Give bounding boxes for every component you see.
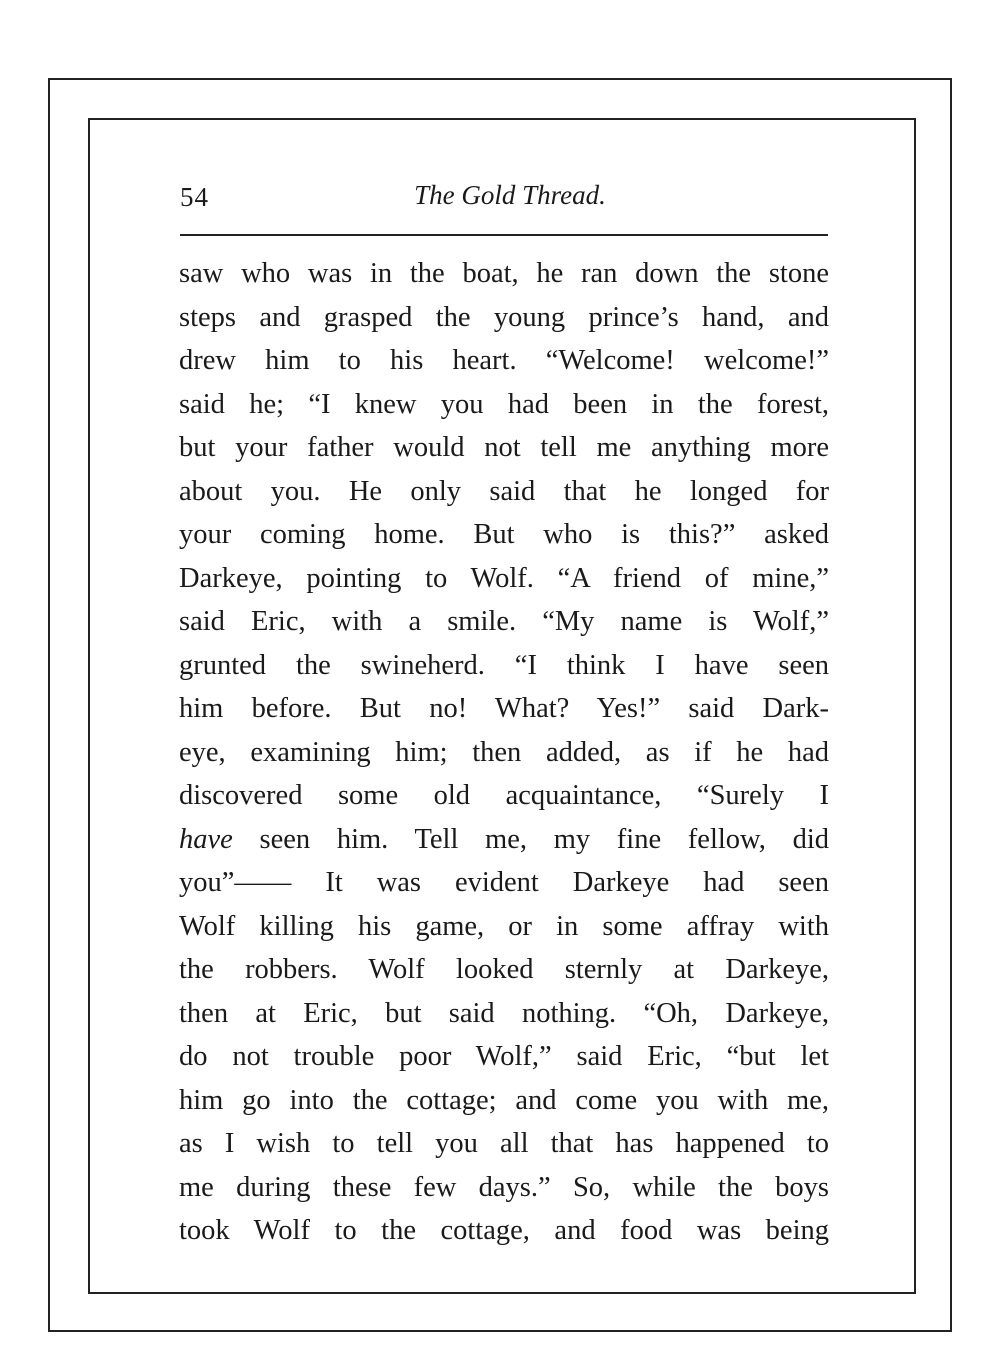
text-line: steps and grasped the young prince’s hand, and bbox=[179, 301, 829, 333]
text-line: said Eric, with a smile. “My name is Wolf,” bbox=[179, 606, 829, 637]
body-text bbox=[179, 252, 829, 1253]
text-line: the robbers. Wolf looked sternly at Darkeye, bbox=[179, 954, 829, 985]
text-line-italic-mixed bbox=[179, 818, 829, 862]
page-number: 54 bbox=[180, 182, 209, 212]
text-line: saw who was in the boat, he ran down the stone bbox=[179, 258, 829, 289]
text-line: took Wolf to the cottage, and food was being bbox=[179, 1215, 829, 1246]
text-line: about you. He only said that he longed for bbox=[179, 475, 829, 507]
text-line: discovered some old acquaintance, “Surely I bbox=[179, 780, 829, 811]
text-line: you”—— It was evident Darkeye had seen bbox=[179, 867, 829, 898]
text-line: him before. But no! What? Yes!” said Dark- bbox=[179, 693, 829, 724]
text-line: do not trouble poor Wolf,” said Eric, “but let bbox=[179, 1041, 829, 1072]
text-line-rest: seen him. Tell me, my fine fellow, did bbox=[232, 823, 829, 855]
text-line: grunted the swineherd. “I think I have seen bbox=[179, 649, 829, 681]
running-title: The Gold Thread. bbox=[414, 180, 606, 210]
text-line: Wolf killing his game, or in some affray with bbox=[179, 910, 829, 942]
text-line: said he; “I knew you had been in the forest, bbox=[179, 388, 829, 420]
text-line: him go into the cottage; and come you with me, bbox=[179, 1084, 829, 1116]
text-line: drew him to his heart. “Welcome! welcome!” bbox=[179, 345, 829, 376]
text-line: but your father would not tell me anything more bbox=[179, 432, 829, 463]
text-line: your coming home. But who is this?” asked bbox=[179, 519, 829, 550]
text-line: me during these few days.” So, while the boys bbox=[179, 1171, 829, 1203]
text-line: then at Eric, but said nothing. “Oh, Darkeye, bbox=[179, 997, 829, 1029]
text-line: Darkeye, pointing to Wolf. “A friend of mine,” bbox=[179, 562, 829, 594]
italic-word: have bbox=[179, 823, 233, 855]
text-line: eye, examining him; then added, as if he had bbox=[179, 736, 829, 768]
text-line: as I wish to tell you all that has happened to bbox=[179, 1128, 829, 1159]
header-rule bbox=[180, 234, 828, 236]
